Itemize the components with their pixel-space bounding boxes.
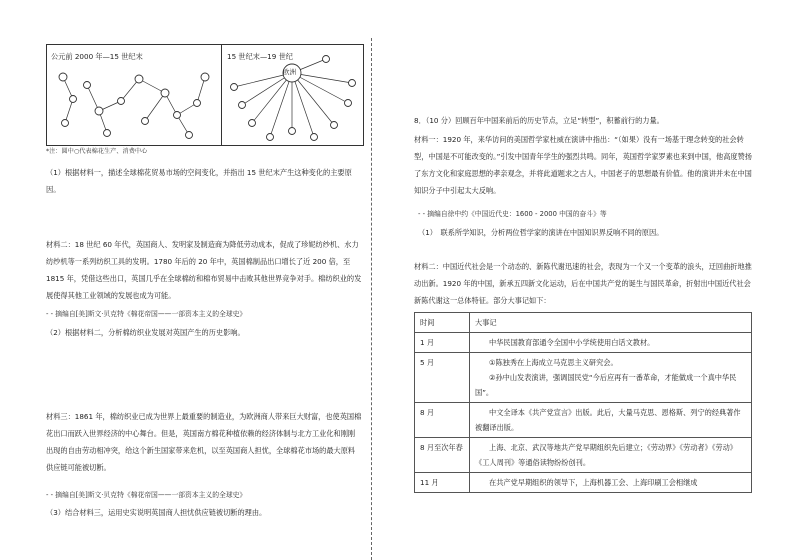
diagram-left-title: 公元前 2000 年—15 世纪末	[51, 52, 143, 61]
event-text: ①陈独秀在上海成立马克思主义研究会。	[489, 358, 618, 367]
table-header-events: 大事记	[470, 313, 752, 333]
right-material-1-text: 材料一：1920 年，来华访问的美国哲学家杜威在演讲中指出：“（如果）没有一场基于理念转变的社会转型，中国是不可能改变的。”引发中国青年学生的强烈共鸣。同年，英国哲学家罗素也来到中国，他高度赞扬了东方文化和家庭思想的孝亲观念，并将此道题求之古人，中国老子的思想最有价值。他的演讲并未在中国知识分子中引起太大反响。	[414, 135, 752, 195]
right-material-2-text: 材料二：中国近代社会是一个动态的、新陈代谢迅速的社会，表现为一个又一个变革的浪头，迂回曲折地推动出新。1920 年的中国，新承五四新文化运动，后在中国共产党的诞生与国民革命，折射出中国近代社会新陈代谢这一总体特征。部分大事记如下：	[414, 262, 752, 305]
events-table	[414, 312, 752, 493]
table-row	[415, 403, 752, 438]
diagram-note: *注：圆中○代表棉花生产、消费中心	[46, 148, 148, 155]
table-cell-events	[470, 333, 752, 353]
table-row	[415, 438, 752, 473]
material-2-text: 材料二：18 世纪 60 年代，英国商人、发明家及制造商为降低劳动成本，促成了珍妮纺纱机、水力纺纱机等一系列纺织工具的发明。1780 年后的 20 年中，英国棉制品出口增长了近 200 倍，至 1815 年，凭借这些出口，英国几乎在全球棉纺和棉布贸易中击败其他世界竞争对手。棉纺织业的发展使得其他工业领域的发展也成为可能。	[46, 240, 362, 300]
table-header-time: 时间	[415, 313, 470, 333]
material-3-source: - - 摘编自[美]斯文·贝克特《棉花帝国——一部资本主义的全球史》	[46, 491, 247, 499]
table-cell-time: 8 月	[415, 403, 470, 438]
question-3: （3）结合材料三，运用史实说明英国商人担忧供应链被切断的理由。	[46, 508, 267, 517]
event-text: 上海、北京、武汉等地共产党早期组织先后建立；《劳动界》《劳动者》《劳动》《工人周刊》等通俗读物纷纷创刊。	[475, 443, 737, 467]
table-row	[415, 473, 752, 493]
diagram-right-title: 15 世纪末—19 世纪	[227, 52, 293, 61]
question-8-intro: 8．（10 分）回顾百年中国来前后的历史节点，立足“转型”，积蓄前行的力量。	[414, 116, 664, 125]
table-cell-events	[470, 438, 752, 473]
event-text: 中文全译本《共产党宣言》出版。此后，大量马克思、恩格斯、列宁的经典著作被翻译出版。	[475, 408, 741, 432]
event-text: ②孙中山发表演讲，强调国民党“今后应再有一番革命，才能做成一个真中华民国”。	[475, 373, 737, 397]
table-cell-time: 8 月至次年春	[415, 438, 470, 473]
cotton-trade-diagram	[46, 44, 364, 146]
column-divider	[371, 38, 372, 560]
right-material-1-source: - - 摘编自徐中约《中国近代史：1600 - 2000 中国的奋斗》等	[418, 210, 607, 218]
diagram-network-left	[47, 45, 221, 145]
table-row	[415, 353, 752, 403]
event-text: 中华民国教育部通令全国中小学统使用白话文教材。	[489, 338, 655, 347]
right-question-1: （1） 联系所学知识，分析两位哲学家的演讲在中国知识界反响不同的原因。	[418, 228, 664, 237]
table-cell-time: 1 月	[415, 333, 470, 353]
question-2: （2）根据材料二，分析棉纺织业发展对英国产生的历史影响。	[46, 328, 245, 337]
material-2-source: - - 摘编自[美]斯文·贝克特《棉花帝国——一部资本主义的全球史》	[46, 310, 247, 318]
diagram-center-label: 欧洲	[283, 68, 296, 76]
table-cell-time: 5 月	[415, 353, 470, 403]
table-cell-events	[470, 403, 752, 438]
diagram-network-right	[222, 45, 363, 145]
material-3-text: 材料三：1861 年，棉纺织业已成为世界上最重要的制造业，为欧洲商人带来巨大财富，也使英国棉花出口而跃入世界经济的中心舞台。但是，英国南方棉花种植依赖的经济体制与北方工业化和刚刚出现的自由劳动相冲突，给这个新生国家带来危机，以至英国商人担忧，全球棉花市场的最大原料供应链可能被切断。	[46, 412, 362, 472]
event-text: 在共产党早期组织的领导下，上海机器工会、上海印刷工会相继成	[489, 478, 698, 487]
question-1: （1）根据材料一，描述全球棉花贸易市场的空间变化，并指出 15 世纪末产生这种变化的主要原因。	[46, 168, 352, 194]
table-cell-events	[470, 473, 752, 493]
table-cell-time: 11 月	[415, 473, 470, 493]
table-row	[415, 333, 752, 353]
table-header-row	[415, 313, 752, 333]
table-cell-events	[470, 353, 752, 403]
